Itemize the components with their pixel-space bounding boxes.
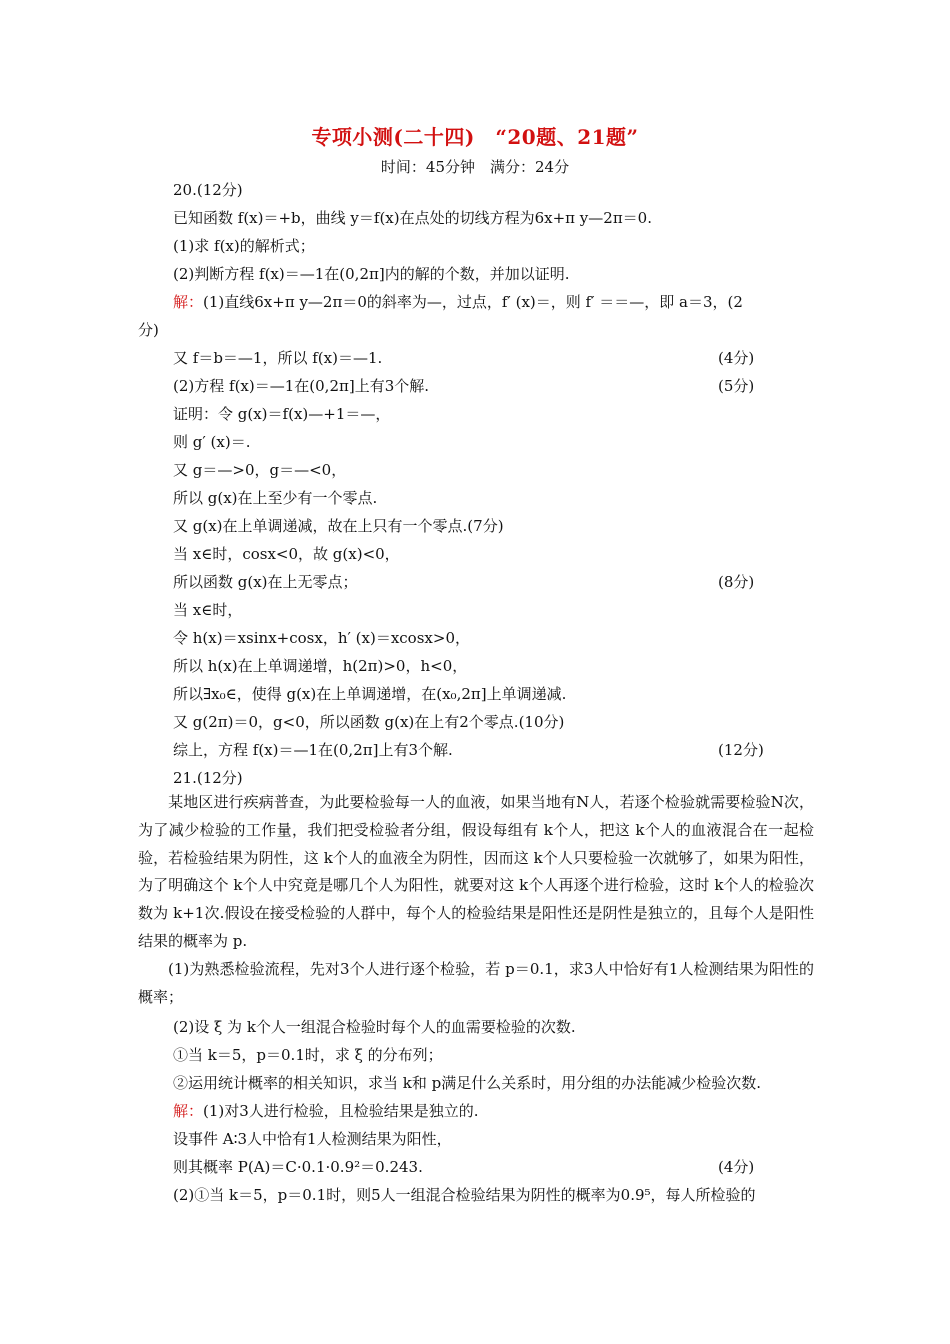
q20-solution-line: 证明：令 g(x)＝f(x)—+1＝—， xyxy=(173,405,391,423)
q20-solution-line: 当 x∈时， xyxy=(173,601,243,619)
q21-part2a: ①当 k＝5，p＝0.1时，求 ξ 的分布列； xyxy=(173,1046,443,1064)
q20-solution-line: 所以∃x₀∈，使得 g(x)在上单调递增，在(x₀,2π]上单调递减. xyxy=(173,685,567,703)
q21-part1-paragraph: (1)为熟悉检验流程，先对3个人进行逐个检验，若 p＝0.1，求3人中恰好有1人检测结果为阳性的概率； xyxy=(138,960,814,1006)
q21-solution-line: 解：(1)对3人进行检验，且检验结果是独立的. xyxy=(173,1102,479,1120)
q20-solution-line: 解：(1)直线6x+π y—2π＝0的斜率为—，过点，f′ (x)＝，则 f′ ＝＝—，即 a＝3，(2 xyxy=(173,293,743,311)
q20-part2: (2)判断方程 f(x)＝—1在(0,2π]内的解的个数，并加以证明. xyxy=(173,265,570,283)
q20-solution-line: 所以 h(x)在上单调递增，h(2π)>0，h<0， xyxy=(173,657,468,675)
score-mark: (4分) xyxy=(718,349,755,367)
q20-solution-line: (2)方程 f(x)＝—1在(0,2π]上有3个解. xyxy=(173,377,430,395)
q20-stem: 已知函数 f(x)＝+b，曲线 y＝f(x)在点处的切线方程为6x+π y—2π＝0. xyxy=(173,209,652,227)
q20-solution-line: 所以函数 g(x)在上无零点； xyxy=(173,573,358,591)
q20-solution-line: 又 g(2π)＝0，g<0，所以函数 g(x)在上有2个零点.(10分) xyxy=(173,713,565,731)
score-mark: (4分) xyxy=(718,1158,755,1176)
q21-solution-line: 则其概率 P(A)＝C·0.1·0.9²＝0.243. xyxy=(173,1158,423,1176)
q21-stem-paragraph: 某地区进行疾病普查，为此要检验每一人的血液，如果当地有N人，若逐个检验就需要检验N次，为了减少检验的工作量，我们把受检验者分组，假设每组有 k个人，把这 k个人的血液混合在一起检验，若检验结果为阴性，这 k个人的血液全为阴性，因而这 k个人只要检验一次就够了，如果为阳性，为了明确这个 k个人中究竟是哪几个人为阳性，就要对这 k个人再逐个进行检验，这时 k个人的检验次数为 k+1次.假设在接受检验的人群中，每个人的检验结果是阳性还是阴性是独立的，且每个人是阳性结果的概率为 p. xyxy=(138,793,814,950)
q21-solution-line: 设事件 A∶3人中恰有1人检测结果为阳性， xyxy=(173,1130,452,1148)
solution-label: 解： xyxy=(173,293,204,311)
q21-part2b: ②运用统计概率的相关知识，求当 k和 p满足什么关系时，用分组的办法能减少检验次数. xyxy=(173,1074,761,1092)
score-mark: (12分) xyxy=(718,741,764,759)
q20-solution-line: 综上，方程 f(x)＝—1在(0,2π]上有3个解. xyxy=(173,741,453,759)
page-subtitle: 时间：45分钟 满分：24分 xyxy=(380,158,570,176)
q20-solution-line: 则 g′ (x)＝. xyxy=(173,433,251,451)
q20-solution-line: 又 f＝b＝—1，所以 f(x)＝—1. xyxy=(173,349,383,367)
page-title: 专项小测(二十四) “20题、21题” xyxy=(311,125,639,149)
solution-label: 解： xyxy=(173,1102,204,1120)
q20-solution-line: 又 g＝—>0，g＝—<0， xyxy=(173,461,347,479)
score-mark: (5分) xyxy=(718,377,755,395)
q20-solution-line: 又 g(x)在上单调递减，故在上只有一个零点.(7分) xyxy=(173,517,504,535)
q20-solution-line: 所以 g(x)在上至少有一个零点. xyxy=(173,489,378,507)
score-mark: (8分) xyxy=(718,573,755,591)
q20-header: 20.(12分) xyxy=(173,181,243,199)
q20-solution-line: 当 x∈时，cosx<0，故 g(x)<0， xyxy=(173,545,400,563)
q20-solution-line: 令 h(x)＝xsinx+cosx，h′ (x)＝xcosx>0， xyxy=(173,629,470,647)
q20-solution-line: 分) xyxy=(138,321,159,339)
q21-header: 21.(12分) xyxy=(173,769,243,787)
q20-part1: (1)求 f(x)的解析式； xyxy=(173,237,315,255)
q21-solution-line: (2)①当 k＝5，p＝0.1时，则5人一组混合检验结果为阴性的概率为0.9⁵，每人所检验的 xyxy=(173,1186,756,1204)
q21-part2: (2)设 ξ 为 k个人一组混合检验时每个人的血需要检验的次数. xyxy=(173,1018,576,1036)
